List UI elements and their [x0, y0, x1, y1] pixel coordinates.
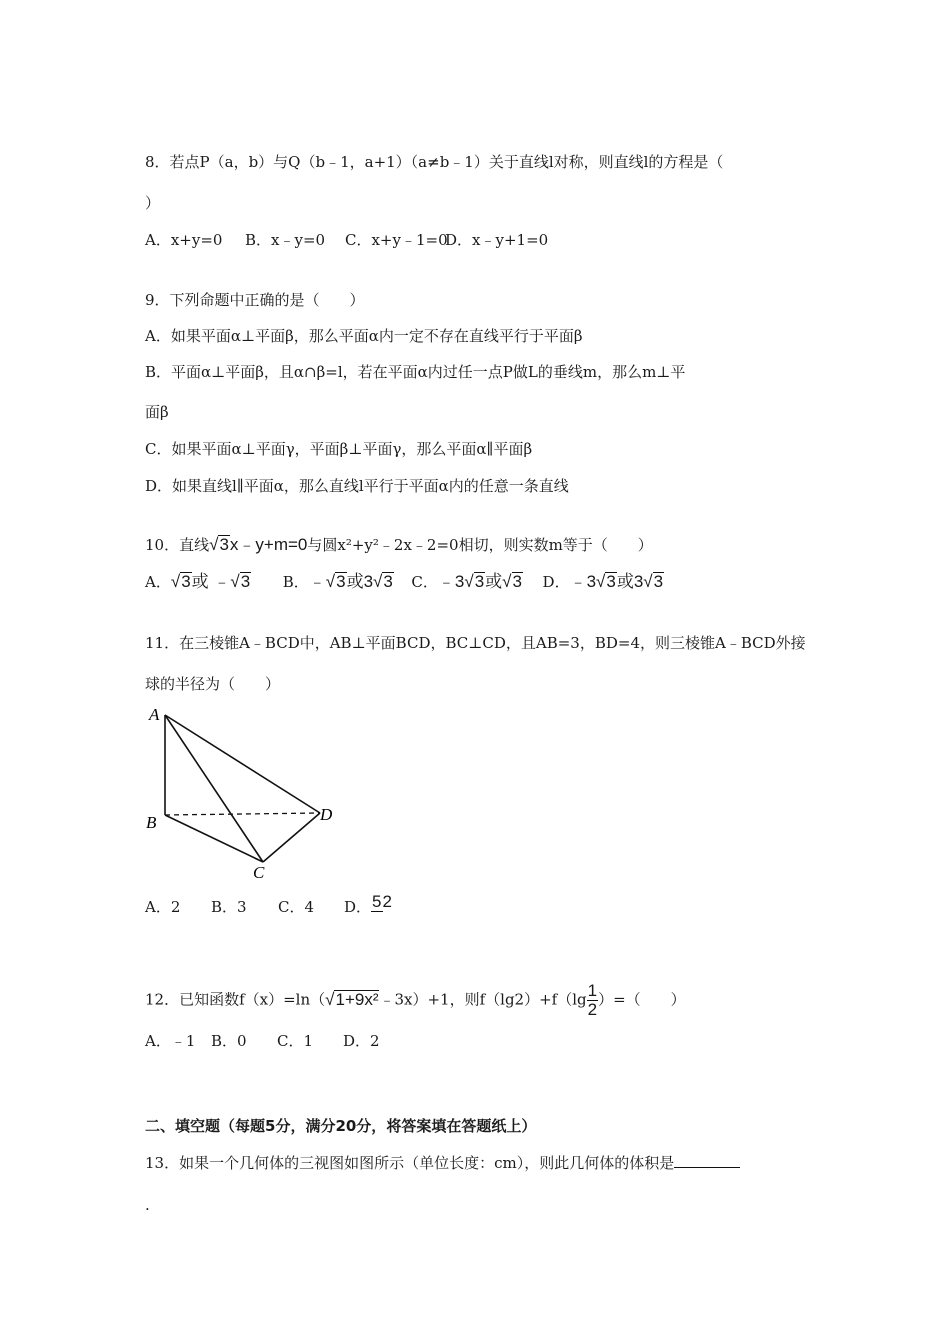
q12-fraction: $\frac{1}{2}$ — [587, 981, 598, 1019]
q8-stem-end: ） — [145, 194, 161, 212]
q9-option-b-line1: B．平面α⊥平面β，且α∩β=l，若在平面α内过任一点P做L的垂线m，那么m⊥平 — [145, 363, 686, 381]
q11-option-d-fraction: 52 — [372, 891, 392, 911]
q9-option-b-line2: 面β — [145, 403, 169, 421]
q10-prefix: 10．直线 — [145, 536, 210, 554]
label-d: D — [320, 805, 333, 824]
q10-radicand: 3 — [219, 535, 229, 554]
edge-ac — [165, 715, 263, 862]
q10-option-b: ﹣√3或3√3 — [308, 572, 393, 591]
q11-options — [145, 891, 392, 917]
q10-option-c-label: C． — [411, 573, 438, 591]
q8-option-c: C．x+y﹣1=0 — [345, 231, 448, 249]
q10-line-equation-rest: x﹣y+m=0 — [229, 535, 308, 554]
q11-option-d: D． — [344, 898, 372, 916]
q8-option-b: B．x﹣y=0 — [245, 231, 326, 249]
q12-suffix: ）=（ ） — [598, 990, 686, 1009]
q12-prefix: 12．已知函数f（x）=ln（ — [145, 990, 326, 1009]
q12-radical: √1+9x² — [325, 989, 379, 1009]
q10-line-equation: √3x﹣y+m=0 — [209, 535, 308, 554]
label-a: A — [149, 705, 160, 724]
q11-option-b: B．3 — [211, 898, 247, 916]
q10-suffix: 与圆x²+y²﹣2x﹣2=0相切，则实数m等于（ ） — [307, 536, 653, 554]
q13-stem-text: 13．如果一个几何体的三视图如图所示（单位长度：cm），则此几何体的体积是 — [145, 1154, 675, 1172]
q12-option-d: D．2 — [343, 1032, 380, 1050]
q10-option-a: √3或 ﹣√3 — [170, 572, 251, 591]
q12-stem — [145, 982, 686, 1019]
q12-option-a: A．﹣1 — [145, 1032, 196, 1050]
label-b: B — [146, 813, 157, 832]
q11-stem-line2: 球的半径为（ ） — [145, 675, 281, 693]
q10-option-d: ﹣3√3或3√3 — [569, 572, 664, 591]
q8-option-d: D．x﹣y+1=0 — [445, 231, 549, 249]
q11-stem-line1: 11．在三棱锥A﹣BCD中，AB⊥平面BCD，BC⊥CD，且AB=3，BD=4，则三棱锥A﹣BCD外接 — [145, 634, 806, 652]
q12-option-c: C．1 — [277, 1032, 314, 1050]
q10-stem — [145, 535, 653, 555]
q10-option-d-label: D． — [542, 573, 570, 591]
q13-answer-blank — [674, 1153, 740, 1168]
section2-heading: 二、填空题（每题5分，满分20分，将答案填在答题纸上） — [145, 1117, 537, 1135]
q11-option-a: A．2 — [145, 898, 181, 916]
q12-options — [145, 1031, 380, 1051]
q11-tetrahedron-figure — [140, 700, 350, 890]
q8-stem: 8．若点P（a，b）与Q（b﹣1，a+1）（a≠b﹣1）关于直线l对称，则直线l的方程是（ — [145, 153, 724, 171]
edge-bc — [165, 815, 263, 862]
q13-end: . — [145, 1196, 150, 1214]
q9-option-d: D．如果直线l∥平面α，那么直线l平行于平面α内的任意一条直线 — [145, 477, 569, 495]
edge-cd — [263, 813, 320, 862]
q11-option-c: C．4 — [278, 898, 315, 916]
q9-option-a: A．如果平面α⊥平面β，那么平面α内一定不存在直线平行于平面β — [145, 327, 583, 345]
q10-options — [145, 572, 664, 592]
label-c: C — [253, 863, 265, 882]
q12-option-b: B．0 — [211, 1032, 247, 1050]
q10-option-c: ﹣3√3或√3 — [437, 572, 522, 591]
q13-stem — [145, 1153, 740, 1173]
q9-option-c: C．如果平面α⊥平面γ，平面β⊥平面γ，那么平面α∥平面β — [145, 440, 533, 458]
edge-bd-hidden — [165, 813, 320, 815]
q12-mid: ﹣3x）+1，则f（lg2）+f（lg — [379, 990, 587, 1009]
q10-option-a-label: A． — [145, 573, 171, 591]
q8-options — [145, 230, 548, 250]
edge-ad — [165, 715, 320, 813]
q9-stem: 9．下列命题中正确的是（ ） — [145, 291, 365, 309]
q8-option-a: A．x+y=0 — [145, 231, 223, 249]
q10-option-b-label: B． — [282, 573, 309, 591]
